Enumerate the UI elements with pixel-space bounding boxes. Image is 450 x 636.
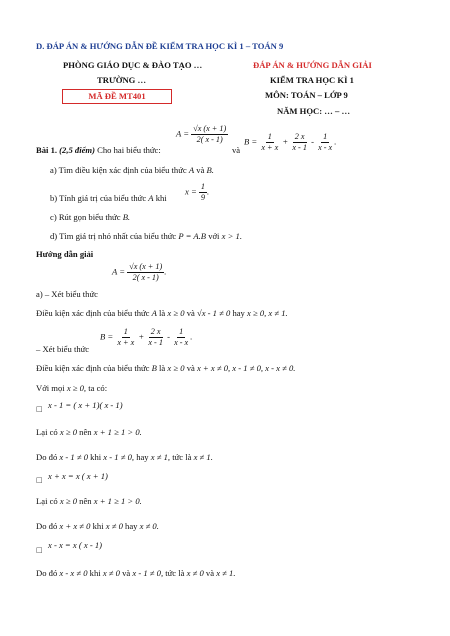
line-5: Lại có x ≥ 0 nên x + 1 ≥ 1 > 0. [36, 496, 142, 506]
expr-B-frac-1: $\frac{1}{x + x}$ [261, 132, 279, 152]
expr-B-frac-3: $\frac{1}{x - x}$ [318, 132, 333, 152]
solution-heading: Hướng dẫn giải [36, 249, 94, 259]
expr-A-lhs: A = [176, 128, 190, 139]
problem-label: Bài 1. [36, 145, 58, 155]
sol-b-label: – Xét biểu thức [36, 344, 90, 354]
exam-code-badge: MÃ ĐỀ MT401 [62, 89, 172, 104]
doc-title: D. ĐÁP ÁN & HƯỚNG DẪN ĐỀ KIỂM TRA HỌC KÌ 1 – TOÁN 9 [36, 41, 284, 51]
answer-heading: ĐÁP ÁN & HƯỚNG DẪN GIẢI [253, 60, 372, 70]
school-name: TRƯỜNG … [97, 75, 147, 85]
placeholder-glyph-2: □ [36, 476, 43, 484]
expr-A [176, 124, 228, 145]
cond-A-line: Điều kiện xác định của biểu thức A là x ≥ 0 và √ x - 1 ≠ 0 hay x ≥ 0, x ≠ 1. [36, 308, 288, 318]
and-word: và [232, 145, 241, 155]
sol-expr-A: A = √ $\frac{x (x + 1)}{2( x - 1)}$ . [112, 262, 166, 283]
expr-A-numerator: x (x + 1) [197, 124, 227, 133]
problem-intro: Cho hai biểu thức: [97, 145, 161, 155]
sol-a-label: a) – Xét biểu thức [36, 289, 98, 299]
line-6: Do đó x + x ≠ 0 khi x ≠ 0 hay x ≠ 0. [36, 521, 159, 531]
identity-1: x - 1 = ( x + 1)( x - 1) [48, 400, 123, 410]
placeholder-glyph-3: □ [36, 546, 43, 554]
sol-expr-B: B = $\frac{1}{x + x}$ + $\frac{2 x}{x - 1}$ - $\frac{1}{x - x}$ . [100, 327, 193, 347]
expr-A-denominator: 2( x - 1) [196, 135, 223, 144]
school-year: NĂM HỌC: … – … [277, 106, 351, 116]
question-d: d) Tìm giá trị nhỏ nhất của biểu thức P = A.B với x > 1. [50, 231, 242, 241]
cond-B-line: Điều kiện xác định của biểu thức B là x ≥ 0 và x + x ≠ 0, x - 1 ≠ 0, x - x ≠ 0. [36, 363, 296, 373]
subject-name: MÔN: TOÁN – LỚP 9 [265, 90, 348, 100]
with-all-line: Với mọi x ≥ 0, ta có: [36, 383, 108, 393]
line-8: Do đó x - x ≠ 0 khi x ≠ 0 và x - 1 ≠ 0, tức là x ≠ 0 và x ≠ 1. [36, 568, 236, 578]
question-c: c) Rút gọn biểu thức B. [50, 212, 131, 222]
problem-1 [36, 145, 161, 155]
exam-name: KIỂM TRA HỌC KÌ 1 [270, 75, 354, 85]
question-b-value: x = $\frac{1}{9}$ . [185, 182, 210, 202]
question-b: b) Tính giá trị của biểu thức A khi [50, 193, 167, 203]
expr-B-frac-2: $\frac{2 x}{x - 1}$ [292, 132, 307, 152]
identity-2: x + x = x ( x + 1) [48, 471, 108, 481]
question-a: a) Tìm điều kiện xác định của biểu thức A và B. [50, 165, 214, 175]
dept-name: PHÒNG GIÁO DỤC & ĐÀO TẠO … [63, 60, 203, 70]
expr-B: B = $\frac{1}{x + x}$ + $\frac{2 x}{x - 1}$ - $\frac{1}{x - x}$ . [244, 132, 337, 152]
problem-score: (2,5 điểm) [59, 145, 95, 155]
placeholder-glyph: □ [36, 405, 43, 413]
line-3: Do đó x - 1 ≠ 0 khi x - 1 ≠ 0, hay x ≠ 1, tức là x ≠ 1. [36, 452, 213, 462]
line-2: Lại có x ≥ 0 nên x + 1 ≥ 1 > 0. [36, 427, 142, 437]
expr-A-fraction [191, 124, 228, 145]
identity-3: x - x = x ( x - 1) [48, 540, 102, 550]
expr-B-lhs: B = [244, 136, 258, 147]
